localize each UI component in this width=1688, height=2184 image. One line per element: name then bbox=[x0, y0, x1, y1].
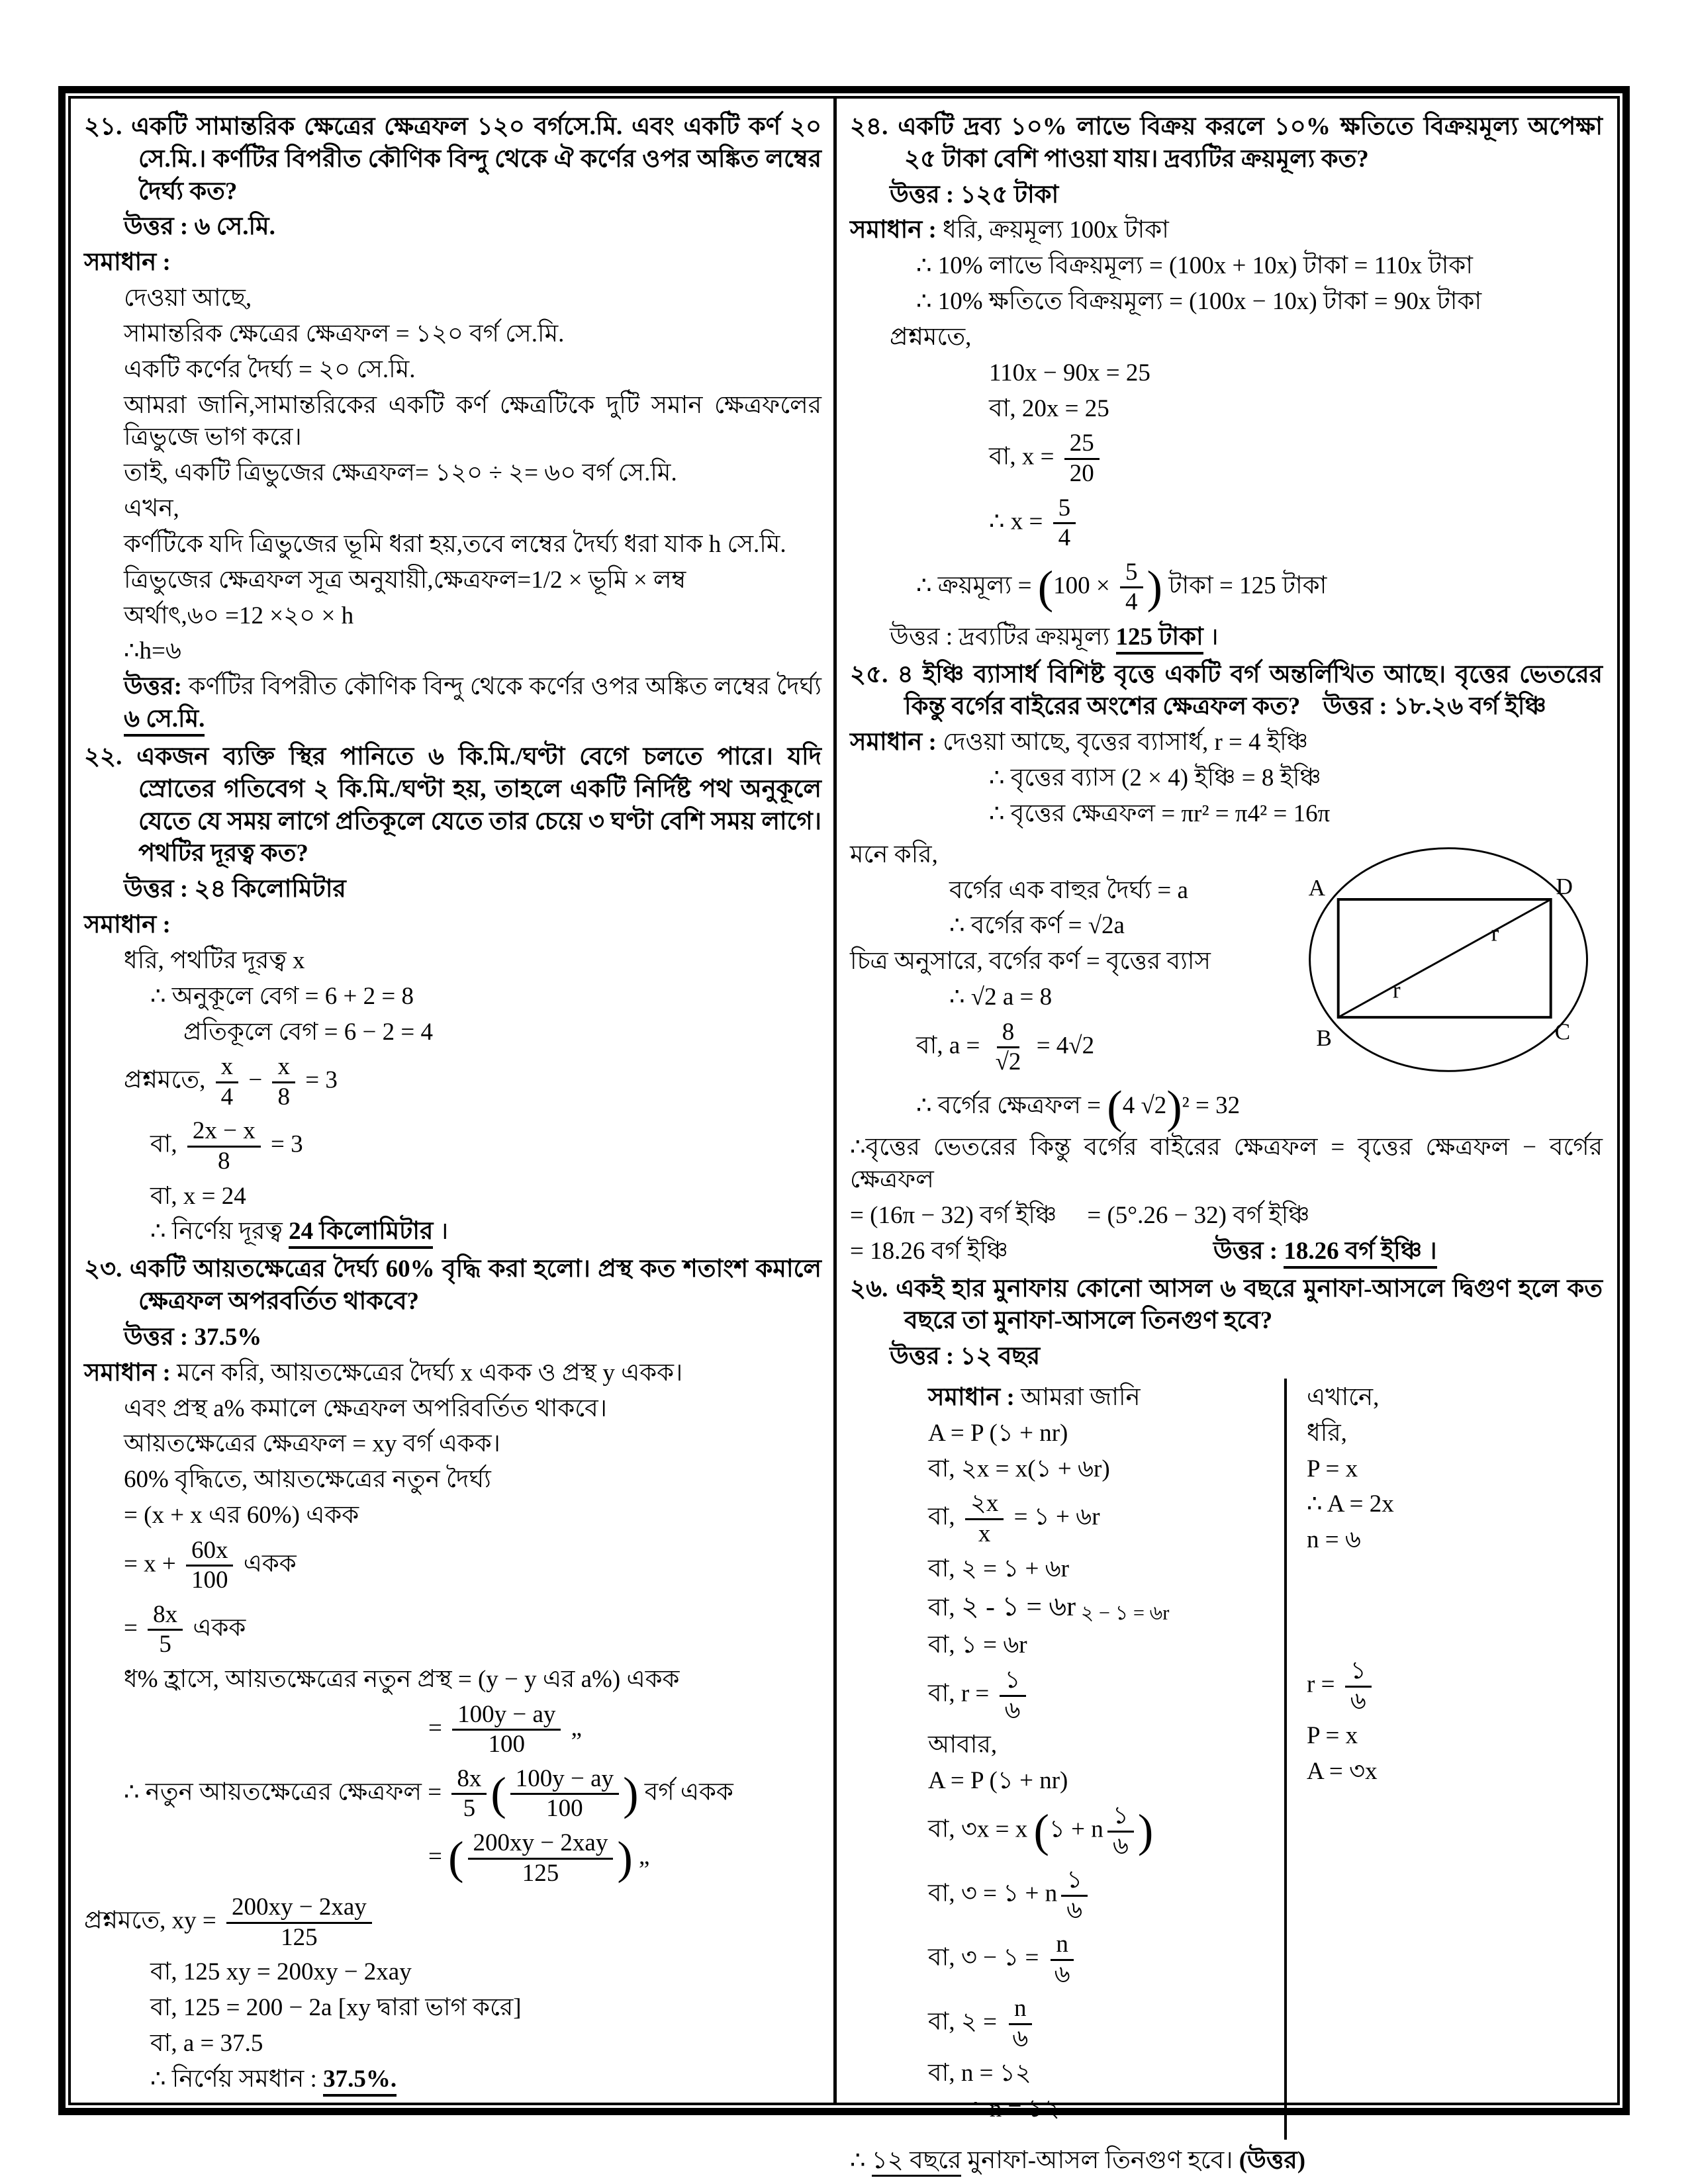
text-run: মুনাফা-আসল তিনগুণ হবে। bbox=[961, 2147, 1239, 2175]
text-run: = 18.26 বর্গ ইঞ্চি bbox=[850, 1237, 1008, 1265]
text-line bbox=[84, 457, 821, 490]
text-run: − bbox=[242, 1066, 269, 1094]
text-run: ∴ bbox=[850, 2147, 872, 2175]
text-run: ( bbox=[1037, 561, 1054, 614]
fraction: $\frac{100y - ay}{100}$ bbox=[452, 1701, 561, 1759]
text-run: ২৪. একটি দ্রব্য ১০% লাভে বিক্রয় করলে ১০% ক্ষতিতে বিক্রয়মূল্য অপেক্ষা ২৫ টাকা বেশি পাওয়া যায়। দ্রব্যটির ক্রয়মূল্য কত? bbox=[850, 113, 1603, 173]
fraction: ১ ৬ bbox=[1000, 1666, 1026, 1725]
text-run: বা, ৩ − ১ = bbox=[928, 1944, 1045, 1972]
text-line bbox=[84, 1464, 821, 1496]
text-line bbox=[850, 250, 1603, 283]
text-run: দেওয়া আছে, bbox=[124, 285, 252, 312]
text-run: ∴ 10% লাভে বিক্রয়মূল্য = (100x + 10x) টাকা = 110x টাকা bbox=[916, 252, 1473, 280]
text-run: P = x bbox=[1307, 1455, 1358, 1482]
text-run: n = ৬ bbox=[1307, 1526, 1361, 1554]
text-run: „ bbox=[632, 1843, 650, 1870]
text-run: ধ% হ্রাসে, আয়তক্ষেত্রের নতুন প্রস্থ = (y − y এর a%) একক bbox=[124, 1666, 680, 1694]
text-run: বা, bbox=[928, 1594, 961, 1622]
text-run: ∴ ক্রয়মূল্য = bbox=[916, 572, 1038, 600]
text-run: আবার, bbox=[928, 1731, 998, 1759]
text-line bbox=[84, 1764, 821, 1825]
text-run: বা, r = bbox=[928, 1680, 996, 1707]
text-line bbox=[84, 1892, 821, 1953]
text-line bbox=[84, 1500, 821, 1532]
text-line bbox=[84, 981, 821, 1013]
text-line bbox=[84, 1428, 821, 1461]
text-line bbox=[84, 2064, 821, 2096]
text-run: ২১. একটি সামান্তরিক ক্ষেত্রের ক্ষেত্রফল ১২০ বর্গসে.মি. এবং একটি কর্ণ ২০ সে.মি.। কর্ণটির বিপরীত কৌণিক বিন্দু থেকে ঐ কর্ণের ওপর অঙ্কিত লম্বের দৈর্ঘ্য কত? bbox=[84, 113, 821, 205]
radius-label-lower: r bbox=[1392, 977, 1401, 1003]
text-run: ∴ A = 2x bbox=[1307, 1490, 1394, 1518]
text-line bbox=[850, 981, 1295, 1014]
text-run: আমরা জানি bbox=[1014, 1384, 1141, 1411]
fraction: n ৬ bbox=[1049, 1931, 1076, 1989]
text-run: ধরি, ক্রয়মূল্য 100x টাকা bbox=[936, 216, 1169, 244]
text-line bbox=[84, 318, 821, 351]
text-line bbox=[1307, 1418, 1603, 1450]
text-run: উত্তর : bbox=[1213, 1237, 1284, 1265]
question-26-final-block bbox=[850, 2145, 1603, 2177]
text-run: দেওয়া আছে, বৃত্তের ব্যাসার্ধ, r = 4 ইঞ্চি bbox=[936, 729, 1309, 756]
text-line bbox=[1307, 1756, 1603, 1788]
fraction: $\frac{2x - x}{8}$ bbox=[187, 1117, 261, 1175]
text-run: উত্তর : ৬ সে.মি. bbox=[124, 213, 275, 241]
text-run: একক bbox=[237, 1550, 297, 1578]
text-run: উত্তর : দ্রব্যটির ক্রয়মূল্য bbox=[890, 623, 1116, 651]
text-run: মনে করি, bbox=[850, 841, 938, 868]
text-run: এখানে, bbox=[1307, 1384, 1380, 1411]
text-run: বা, 20x = 25 bbox=[989, 394, 1109, 422]
text-line bbox=[84, 1664, 821, 1696]
text-run: তাই, একটি ত্রিভুজের ক্ষেত্রফল= ১২০ ÷ ২= ৬০ বর্গ সে.মি. bbox=[124, 459, 677, 487]
text-line bbox=[850, 910, 1295, 942]
text-run: (উত্তর) bbox=[1239, 2147, 1306, 2175]
fraction: ১ ৬ bbox=[1345, 1657, 1372, 1715]
text-run: ∴ x = bbox=[989, 508, 1049, 535]
text-and-figure-row bbox=[850, 836, 1603, 1081]
text-line bbox=[850, 179, 1603, 212]
text-run: ২৩. একটি আয়তক্ষেত্রের দৈর্ঘ্য 60% বৃদ্ধি করা হলো। প্রস্থ কত শতাংশ কমালে ক্ষেত্রফল অপরবর্তিত থাকবে? bbox=[84, 1255, 821, 1316]
circle-inscribed-square-figure bbox=[1298, 840, 1603, 1079]
vertex-label-a: A bbox=[1308, 874, 1326, 901]
text-run: উত্তর : ১২৫ টাকা bbox=[890, 181, 1059, 208]
text-run: সমাধান : bbox=[850, 216, 937, 244]
text-run: ২ − ১ = ৬r bbox=[1076, 1602, 1170, 1625]
answer-emphasis: 18.26 বর্গ ইঞ্চি । bbox=[1284, 1238, 1436, 1269]
text-run: বা, ২x = x(১ + ৬r) bbox=[928, 1455, 1110, 1482]
text-run: ∴ 10% ক্ষতিতে বিক্রয়মূল্য = (100x − 10x) টাকা = 90x টাকা bbox=[916, 288, 1482, 316]
text-line bbox=[84, 1017, 821, 1049]
text-run: ধরি, পথটির দূরত্ব x bbox=[124, 946, 305, 974]
text-line bbox=[850, 621, 1603, 654]
vertex-label-b: B bbox=[1316, 1024, 1332, 1051]
notes-group bbox=[1307, 1656, 1603, 1788]
page-border-inner bbox=[68, 96, 1620, 2175]
text-run: ( bbox=[448, 1832, 464, 1884]
text-line bbox=[84, 247, 821, 279]
fraction: n ৬ bbox=[1007, 1995, 1033, 2053]
text-run: = x + bbox=[124, 1550, 182, 1578]
text-line bbox=[850, 1017, 1295, 1078]
text-run: একক bbox=[187, 1614, 246, 1642]
text-run: টাকা = 125 টাকা bbox=[1162, 572, 1327, 600]
text-line bbox=[84, 635, 821, 668]
text-run: ∴ নির্ণেয় সমধান : bbox=[150, 2065, 324, 2093]
text-run: বা, 125 = 200 − 2a [xy দ্বারা ভাগ করে] bbox=[150, 1994, 522, 2022]
text-line bbox=[84, 741, 821, 870]
text-run: ∴ n = ১২ bbox=[968, 2095, 1060, 2123]
solution-notes-column bbox=[1287, 1379, 1603, 2140]
text-line bbox=[850, 1236, 1603, 1268]
solution-equations-column bbox=[850, 1379, 1287, 2140]
text-run: বর্গের এক বাহুর দৈর্ঘ্য = a bbox=[949, 876, 1188, 904]
text-run: উত্তর : ২৪ কিলোমিটার bbox=[124, 876, 346, 903]
text-run: = bbox=[428, 1843, 449, 1870]
text-line bbox=[928, 2093, 1274, 2126]
text-run: এখন, bbox=[124, 495, 179, 523]
text-line bbox=[1307, 1453, 1603, 1486]
question-22-block bbox=[84, 741, 821, 1248]
text-run: মনে করি, আয়তক্ষেত্রের দৈর্ঘ্য x একক ও প্রস্থ y একক। bbox=[170, 1359, 683, 1387]
text-run: আমরা জানি,সামান্তরিকের একটি কর্ণ ক্ষেত্রটিকে দুটি সমান ক্ষেত্রফলের ত্রিভুজে ভাগ করে। bbox=[124, 391, 821, 451]
text-line bbox=[84, 493, 821, 525]
text-line bbox=[928, 1453, 1274, 1486]
text-line bbox=[850, 875, 1295, 907]
text-line bbox=[850, 322, 1603, 354]
text-line bbox=[84, 1600, 821, 1661]
text-line bbox=[84, 1216, 821, 1248]
spacer bbox=[1300, 713, 1323, 714]
fraction: $\frac{5}{4}$ bbox=[1053, 494, 1076, 553]
text-line bbox=[84, 1116, 821, 1177]
text-run: বা, a = bbox=[916, 1032, 986, 1060]
text-run: ∴ অনুকূলে বেগ = 6 + 2 = 8 bbox=[150, 982, 414, 1010]
fraction: $\frac{8}{√2}$ bbox=[995, 1018, 1021, 1076]
text-run: ∴ নতুন আয়তক্ষেত্রের ক্ষেত্রফল = bbox=[124, 1778, 448, 1806]
text-line bbox=[850, 111, 1603, 176]
text-line bbox=[84, 1535, 821, 1596]
text-line bbox=[84, 1956, 821, 1989]
figure-side-text bbox=[850, 836, 1295, 1081]
fraction: $\frac{x}{8}$ bbox=[272, 1053, 295, 1111]
question-23-block bbox=[84, 1253, 821, 2095]
text-line bbox=[1307, 1720, 1603, 1752]
text-run: = (x + x এর 60%) একক bbox=[124, 1502, 359, 1529]
text-run: বা, ১ = ৬r bbox=[928, 1631, 1027, 1659]
text-line bbox=[850, 727, 1603, 759]
spacer bbox=[1056, 1222, 1087, 1223]
text-line bbox=[84, 874, 821, 906]
text-line bbox=[928, 1382, 1274, 1414]
text-run: । bbox=[433, 1218, 449, 1246]
text-run: উত্তর : ১৮.২৬ বর্গ ইঞ্চি bbox=[1323, 693, 1546, 721]
text-run: উত্তর : 37.5% bbox=[124, 1323, 262, 1351]
answer-emphasis: 24 কিলোমিটার bbox=[289, 1218, 433, 1249]
text-line bbox=[850, 214, 1603, 247]
text-line bbox=[928, 1665, 1274, 1726]
text-line bbox=[84, 529, 821, 561]
solution-two-columns bbox=[850, 1379, 1603, 2140]
fraction: $\frac{8x}{5}$ bbox=[148, 1601, 183, 1659]
fraction: $\frac{25}{20}$ bbox=[1064, 430, 1100, 488]
text-run: = 3 bbox=[299, 1066, 338, 1094]
text-run: ) bbox=[1166, 1081, 1182, 1133]
text-run: ∴ √2 a = 8 bbox=[949, 983, 1053, 1011]
text-line bbox=[928, 1801, 1274, 1862]
text-line bbox=[850, 946, 1295, 978]
text-run: । bbox=[1203, 623, 1219, 651]
answer-emphasis: ৬ সে.মি. bbox=[124, 705, 205, 737]
text-run: উত্তর: bbox=[124, 673, 182, 701]
text-line bbox=[850, 393, 1603, 426]
text-run: বা, n = ১২ bbox=[928, 2060, 1031, 2087]
text-line bbox=[928, 1629, 1274, 1662]
text-line bbox=[84, 390, 821, 455]
text-run: ২৬. একই হার মুনাফায় কোনো আসল ৬ বছরে মুনাফা-আসলে দ্বিগুণ হলে কত বছরে তা মুনাফা-আসলে তিনগুণ হবে? bbox=[850, 1275, 1603, 1335]
text-line bbox=[84, 283, 821, 315]
text-run: ) bbox=[1147, 561, 1162, 614]
notes-group bbox=[1307, 1382, 1603, 1557]
text-run: বা, ২ = bbox=[928, 2008, 1004, 2036]
text-line bbox=[1307, 1524, 1603, 1557]
text-run: A = P (১ + nr) bbox=[928, 1419, 1068, 1447]
text-line bbox=[850, 1132, 1603, 1197]
text-line bbox=[850, 1200, 1603, 1232]
text-run: ∴ নির্ণেয় দূরত্ব bbox=[150, 1218, 289, 1246]
circle-shape bbox=[1310, 848, 1587, 1071]
text-line bbox=[928, 1929, 1274, 1990]
text-run: ২ - ১ = ৬r bbox=[961, 1591, 1076, 1622]
text-run: কর্ণটির বিপরীত কৌণিক বিন্দু থেকে কর্ণের ওপর অঙ্কিত লম্বের দৈর্ঘ্য bbox=[181, 673, 821, 701]
text-run: একটি কর্ণের দৈর্ঘ্য = ২০ সে.মি. bbox=[124, 355, 416, 383]
text-run: ১ + n bbox=[1049, 1815, 1103, 1843]
text-line bbox=[84, 1322, 821, 1354]
text-run: সমাধান : bbox=[850, 729, 937, 756]
q25-diagram bbox=[1298, 840, 1603, 1079]
text-run: আয়তক্ষেত্রের ক্ষেত্রফল = xy বর্গ একক। bbox=[124, 1430, 500, 1458]
text-line bbox=[850, 286, 1603, 318]
text-line bbox=[850, 2145, 1603, 2177]
fraction: $\frac{x}{4}$ bbox=[216, 1053, 239, 1111]
text-run: A = P (১ + nr) bbox=[928, 1767, 1068, 1795]
fraction: $\frac{60x}{100}$ bbox=[186, 1537, 234, 1595]
text-run: P = x bbox=[1307, 1722, 1358, 1750]
text-run: = ১ + ৬r bbox=[1008, 1504, 1100, 1531]
text-line bbox=[850, 1081, 1603, 1133]
text-run: = (16π − 32) বর্গ ইঞ্চি bbox=[850, 1201, 1057, 1229]
text-run: বা, ৩x = x bbox=[928, 1815, 1034, 1843]
question-21-block bbox=[84, 111, 821, 736]
text-run: ∴ বর্গের কর্ণ = √2a bbox=[949, 912, 1125, 940]
text-run: এবং প্রস্থ a% কমালে ক্ষেত্রফল অপরিবর্তিত থাকবে। bbox=[124, 1394, 607, 1422]
text-line bbox=[84, 2028, 821, 2060]
text-run: ² = 32 bbox=[1182, 1092, 1241, 1120]
text-run: ২৫. ৪ ইঞ্চি ব্যাসার্ধ বিশিষ্ট বৃত্তে একটি বর্গ অন্তর্লিখিত আছে। বৃত্তের ভেতরের কিন্তু বর্গের বাইরের অংশের ক্ষেত্রফল কত? bbox=[850, 660, 1603, 721]
text-line bbox=[928, 1729, 1274, 1762]
question-25-figure-row-block bbox=[850, 836, 1603, 1081]
text-run: বা, x = bbox=[989, 443, 1060, 471]
text-run: „ bbox=[565, 1714, 583, 1742]
text-run: চিত্র অনুসারে, বর্গের কর্ণ = বৃত্তের ব্যাস bbox=[850, 948, 1211, 976]
text-line bbox=[84, 211, 821, 244]
text-run: বা, bbox=[150, 1130, 183, 1158]
text-line bbox=[84, 565, 821, 597]
text-run: = bbox=[428, 1714, 449, 1742]
text-run: = 3 bbox=[264, 1130, 303, 1158]
text-line bbox=[84, 1700, 821, 1760]
text-run: 60% বৃদ্ধিতে, আয়তক্ষেত্রের নতুন দৈর্ঘ্য bbox=[124, 1466, 491, 1494]
text-run: ২২. একজন ব্যক্তি স্থির পানিতে ৬ কি.মি./ঘণ্টা বেগে চলতে পারে। যদি স্রোতের গতিবেগ ২ কি.মি./ঘণ্টা হয়, তাহলে একটি নির্দিষ্ট পথ অনুকূলে যেতে যে সময় লাগে প্রতিকূলে যেতে তার চেয়ে ৩ ঘণ্টা বেশি সময় লাগে। পথটির দূরত্ব কত? bbox=[84, 743, 821, 868]
question-24-block bbox=[850, 111, 1603, 654]
text-run: প্রতিকূলে বেগ = 6 − 2 = 4 bbox=[183, 1018, 433, 1046]
text-line bbox=[928, 1865, 1274, 1926]
question-26-head-block bbox=[850, 1273, 1603, 1373]
text-line bbox=[850, 1273, 1603, 1338]
text-line bbox=[84, 1393, 821, 1426]
text-run: ∴h=৬ bbox=[124, 637, 181, 665]
text-line bbox=[84, 1052, 821, 1113]
text-line bbox=[850, 762, 1603, 795]
text-line bbox=[928, 1588, 1274, 1626]
text-run: কর্ণটিকে যদি ত্রিভুজের ভূমি ধরা হয়,তবে লম্বের দৈর্ঘ্য ধরা যাক h সে.মি. bbox=[124, 530, 786, 558]
text-line bbox=[84, 909, 821, 942]
text-line bbox=[928, 1488, 1274, 1549]
text-line bbox=[850, 798, 1603, 831]
text-run: বা, ৩ = ১ + n bbox=[928, 1880, 1058, 1907]
text-run: অর্থাৎ,৬০ =12 ×২০ × h bbox=[124, 602, 354, 629]
text-run: বা, x = 24 bbox=[150, 1182, 246, 1210]
text-run: বা, ২ = ১ + ৬r bbox=[928, 1555, 1070, 1582]
text-line bbox=[928, 2058, 1274, 2090]
text-run: 100 × bbox=[1053, 572, 1117, 600]
text-run: সামান্তরিক ক্ষেত্রের ক্ষেত্রফল = ১২০ বর্গ সে.মি. bbox=[124, 320, 565, 347]
text-line bbox=[850, 493, 1603, 554]
text-line bbox=[84, 1992, 821, 2025]
text-line bbox=[84, 1828, 821, 1889]
text-run: r = bbox=[1307, 1670, 1341, 1698]
text-run: ( bbox=[1033, 1805, 1049, 1857]
text-line bbox=[84, 1181, 821, 1213]
text-run: ধরি, bbox=[1307, 1419, 1347, 1447]
text-line bbox=[84, 1357, 821, 1390]
text-line bbox=[1307, 1382, 1603, 1414]
text-run: বা, 125 xy = 200xy − 2xay bbox=[150, 1958, 412, 1986]
text-line bbox=[928, 1418, 1274, 1450]
text-run: প্রশ্নমতে, xy = bbox=[84, 1907, 222, 1934]
left-column-content bbox=[71, 99, 833, 2103]
text-line bbox=[84, 945, 821, 978]
answer-emphasis: 125 টাকা bbox=[1116, 623, 1203, 655]
text-line bbox=[850, 839, 1295, 872]
text-run: = (5°.26 − 32) বর্গ ইঞ্চি bbox=[1087, 1201, 1310, 1229]
text-run: ১২ বছরে bbox=[872, 2147, 962, 2177]
text-run: = 4√2 bbox=[1030, 1032, 1095, 1060]
text-line bbox=[84, 354, 821, 387]
text-run: 110x − 90x = 25 bbox=[989, 359, 1150, 387]
text-run: সমাধান : bbox=[928, 1384, 1015, 1411]
text-line bbox=[928, 1553, 1274, 1586]
radius-label-upper: r bbox=[1491, 920, 1499, 946]
question-25-rest-block bbox=[850, 1081, 1603, 1268]
fraction: $\frac{২x}{x}$ bbox=[965, 1490, 1004, 1548]
text-run: সমাধান : bbox=[84, 249, 171, 277]
text-run: প্রশ্নমতে, bbox=[890, 323, 972, 351]
fraction: ১ ৬ bbox=[1107, 1802, 1134, 1860]
text-line bbox=[84, 1253, 821, 1318]
text-run: ∴ বৃত্তের ব্যাস (2 × 4) ইঞ্চি = 8 ইঞ্চি bbox=[989, 764, 1321, 792]
text-line bbox=[1307, 1488, 1603, 1521]
diagonal-line bbox=[1338, 899, 1551, 1017]
text-run: 4 √2 bbox=[1122, 1092, 1167, 1120]
text-run: বা, bbox=[928, 1504, 961, 1531]
vertex-label-d: D bbox=[1556, 873, 1573, 899]
fraction: $\frac{8x}{5}$ bbox=[451, 1765, 487, 1823]
fraction: $\frac{5}{4}$ bbox=[1120, 559, 1143, 617]
text-run: বা, a = 37.5 bbox=[150, 2029, 263, 2057]
text-run: সমাধান : bbox=[84, 911, 171, 939]
question-26-columns-block bbox=[850, 1379, 1603, 2140]
fraction: $\frac{100y - ay}{100}$ bbox=[510, 1765, 619, 1823]
text-line bbox=[928, 1993, 1274, 2054]
text-line bbox=[84, 600, 821, 633]
text-line bbox=[850, 428, 1603, 489]
text-run: ) bbox=[1137, 1805, 1154, 1857]
spacer bbox=[1008, 1258, 1213, 1259]
text-line bbox=[850, 357, 1603, 390]
text-run: সমাধান : bbox=[84, 1359, 171, 1387]
text-run: প্রশ্নমতে, bbox=[124, 1066, 212, 1094]
text-line bbox=[1307, 1656, 1603, 1717]
answer-emphasis: 37.5%. bbox=[323, 2066, 397, 2097]
fraction: 200xy − 2xay 125 bbox=[226, 1893, 372, 1952]
question-25-intro-block bbox=[850, 659, 1603, 831]
text-run: ) bbox=[617, 1832, 633, 1884]
text-line bbox=[928, 1765, 1274, 1797]
text-line bbox=[850, 659, 1603, 724]
text-line bbox=[84, 111, 821, 208]
page-border-frame bbox=[58, 86, 1630, 2175]
right-column-content bbox=[837, 99, 1617, 2175]
text-run: উত্তর : ১২ বছর bbox=[890, 1343, 1041, 1371]
text-run: ) bbox=[623, 1768, 639, 1820]
text-run: ( bbox=[491, 1768, 506, 1820]
text-run: ( bbox=[1107, 1081, 1123, 1133]
text-run: ∴ বর্গের ক্ষেত্রফল = bbox=[916, 1092, 1107, 1120]
text-line bbox=[850, 1341, 1603, 1373]
text-run: A = ৩x bbox=[1307, 1758, 1378, 1786]
text-line bbox=[850, 557, 1603, 618]
text-line bbox=[84, 671, 821, 736]
text-run: বর্গ একক bbox=[638, 1778, 733, 1806]
text-run: ∴ বৃত্তের ক্ষেত্রফল = πr² = π4² = 16π bbox=[989, 799, 1331, 827]
fraction: ১ ৬ bbox=[1061, 1866, 1088, 1925]
text-run: ∴বৃত্তের ভেতরের কিন্তু বর্গের বাইরের ক্ষেত্রফল = বৃত্তের ক্ষেত্রফল − বর্গের ক্ষেত্রফল bbox=[850, 1134, 1603, 1194]
text-run: = bbox=[124, 1614, 144, 1642]
two-column-layout bbox=[71, 99, 1617, 2175]
fraction: 200xy − 2xay 125 bbox=[468, 1829, 614, 1888]
text-run: ত্রিভুজের ক্ষেত্রফল সূত্র অনুযায়ী,ক্ষেত্রফল=1/2 × ভূমি × লম্ব bbox=[124, 566, 686, 594]
vertex-label-c: C bbox=[1554, 1019, 1571, 1045]
